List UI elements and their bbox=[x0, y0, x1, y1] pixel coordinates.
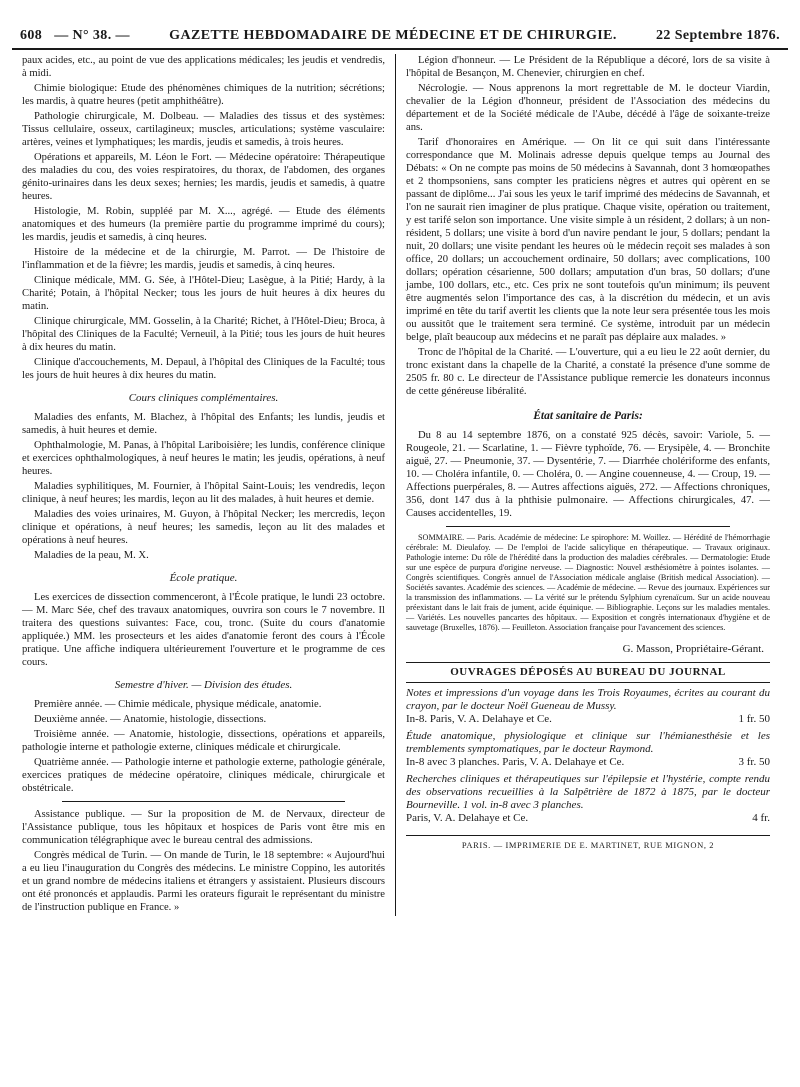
section-title-semestre: Semestre d'hiver. — Division des études. bbox=[114, 679, 293, 691]
paragraph: Histologie, M. Robin, suppléé par M. X..., agrégé. — Etude des éléments anatomiques et des humeurs (la première partie du programme imprimé du cours); les mardis, jeudis et samedis, à cinq heures. bbox=[22, 206, 385, 243]
printer-line: PARIS. — IMPRIMERIE DE E. MARTINET, RUE MIGNON, 2 bbox=[406, 835, 770, 852]
paragraph: Clinique chirurgicale, MM. Gosselin, à la Charité; Richet, à l'Hôtel-Dieu; Broca, à l'hôpital des Cliniques de la Faculté; Verneuil, à la Pitié; tous les jours de huit heures à dix heures du matin. bbox=[22, 316, 385, 353]
paragraph: Tarif d'honoraires en Amérique. — On lit ce qui suit dans l'intéressante correspondance que M. Molinais adresse depuis quelque temps au Journal des Débats: « On ne compte pas moins de 50 médecins à Savannah, dont 3 homœopathes et 2 thompsoniens, sans compter les praticiens nègres et autres qui opèrent en se passant de diplôme... J'ai sous les yeux le tarif imprimé des médecins de Savannah, et l'on ne saurait rien imaginer de plus pratique. Chaque visite, opération ou traitement, y est tarifé selon son importance. Une visite simple à un résident, 2 dollars; à un non-résident, 5 dollars; une visite à bord d'un navire pendant le jour, 5 dollars; pendant la nuit, 20 dollars; une visite pendant les heures où le médecin reçoit ses malades à son office, 20 dollars; un accouchement ordinaire, 50 dollars; avec complications, 100 dollars; opération césarienne, 500 dollars; amputation d'un bras, 50 dollars; d'une jambe, 100 dollars, etc., etc. Ces prix ne sont toutefois qu'un minimum; ils peuvent être augmentés selon l'importance des cas, à la discrétion du médecin, et un avis imprimé en tête du tarif avertit les clients que la note leur sera présentée tous les mois ou aussitôt que le traitement sera terminé. Ce système, introduit par un médecin belge, plaît beaucoup aux médecins et ne paraît pas déplaire aux malades. » bbox=[406, 137, 770, 343]
paragraph: Histoire de la médecine et de la chirurgie, M. Parrot. — De l'histoire de l'inflammation et de la fièvre; les mardis, jeudis et samedis, à cinq heures. bbox=[22, 247, 385, 271]
divider bbox=[62, 801, 345, 802]
book-meta: Paris, V. A. Delahaye et Ce. bbox=[406, 812, 529, 824]
section-title-ouvrages: OUVRAGES DÉPOSÉS AU BUREAU DU JOURNAL bbox=[406, 662, 770, 683]
paragraph: Nécrologie. — Nous apprenons la mort regrettable de M. le docteur Viardin, chevalier de la Légion d'honneur, président de l'Association des médecins du département et de la Société médicale de l'Aube, décédé à l'âge de soixante-treize ans. bbox=[406, 83, 770, 133]
paragraph: Du 8 au 14 septembre 1876, on a constaté 925 décès, savoir: Variole, 5. — Rougeole, 21. — Scarlatine, 1. — Fièvre typhoïde, 76. — Erysipèle, 4. — Bronchite aiguë, 27. — Pneumonie, 37. — Dysentérie, 7. — Diarrhée cholériforme des enfants, 10. — Choléra infantile, 0. — Choléra, 0. — Angine couenneuse, 4. — Croup, 19. — Affections puerpérales, 8. — Autres affections aiguës, 272. — Affections chroniques, 356, dont 147 dus à la phthisie pulmonaire. — Affections chirurgicales, 47. — Causes accidentelles, 19. bbox=[406, 430, 770, 519]
journal-title: GAZETTE HEBDOMADAIRE DE MÉDECINE ET DE CHIRURGIE. bbox=[169, 28, 617, 43]
paragraph: Maladies des voies urinaires, M. Guyon, à l'hôpital Necker; les mercredis, leçon clinique et opérations, à neuf heures; les samedis, leçon au lit des malades et opérations à neuf heures. bbox=[22, 509, 385, 546]
paragraph: Deuxième année. — Anatomie, histologie, dissections. bbox=[34, 714, 267, 725]
paragraph: paux acides, etc., au point de vue des applications médicales; les jeudis et vendredis, à midi. bbox=[22, 55, 385, 79]
book-meta: In-8. Paris, V. A. Delahaye et Ce. bbox=[406, 713, 552, 725]
paragraph: Ophthalmologie, M. Panas, à l'hôpital Lariboisière; les lundis, conférence clinique et exercices ophthalmologiques, à neuf heures le matin; les jeudis, opérations, à neuf heures. bbox=[22, 440, 385, 477]
issue-date: 22 Septembre 1876. bbox=[656, 28, 780, 43]
book-entry bbox=[406, 773, 770, 825]
paragraph: Clinique médicale, MM. G. Sée, à l'Hôtel-Dieu; Lasègue, à la Pitié; Hardy, à la Charité; Potain, à l'hôpital Necker; tous les jours de huit heures à dix heures du matin. bbox=[22, 275, 385, 312]
book-title: Notes et impressions d'un voyage dans les Trois Royaumes, écrites au courant du crayon, par le docteur Noël Gueneau de Mussy. bbox=[406, 687, 770, 712]
divider bbox=[446, 526, 730, 527]
paragraph: Congrès médical de Turin. — On mande de Turin, le 18 septembre: « Aujourd'hui a eu lieu l'inauguration du Congrès des médecins. Le ministre Coppino, les autorités et un grand nombre de médecins italiens et étrangers y assistaient. Plusieurs discours ont été prononcés et applaudis. Parmi les orateurs figurait le représentant du ministre de l'instruction publique en France. » bbox=[22, 850, 385, 913]
book-title: Étude anatomique, physiologique et clinique sur l'hémianesthésie et les tremblements symptomatiques, par le docteur Raymond. bbox=[406, 730, 770, 755]
publisher-signature: G. Masson, Propriétaire-Gérant. bbox=[622, 643, 764, 655]
book-price: 1 fr. 50 bbox=[738, 713, 770, 725]
section-title-cours: Cours cliniques complémentaires. bbox=[128, 392, 279, 404]
paragraph: Chimie biologique: Etude des phénomènes chimiques de la nutrition; sécrétions; les mardis, à quatre heures (petit amphithéâtre). bbox=[22, 83, 385, 107]
sommaire: SOMMAIRE. — Paris. Académie de médecine: Le spirophore: M. Woillez. — Hérédité de l'hémorrhagie cérébrale: M. Dieulafoy. — De l'emploi de l'acide salicylique en thérapeutique. — Travaux originaux. Pathologie interne: Du rôle de l'hérédité dans la production des maladies cérébrales. — Dermatologie: Etude sur une espèce de purpura d'origine nerveuse. — Diagnostic: Nouvel æsthésiomètre à pointes isolantes. — Congrès scientifiques. Congrès annuel de l'Association médicale anglaise (British medical Association). — Sociétés savantes. Académie des sciences. — Académie de médecine. — Revue des journaux. Expériences sur la transmission des inflammations. — La vérité sur le prétendu Sylphium cyrenaïcum. Sur un acide nouveau préexistant dans le lait frais de jument, acide équinique. — Bibliographie. Leçons sur les maladies mentales. — Variétés. Les nouvelles pancartes des hôpitaux. — Exposition et congrès internationaux d'hygiène et de sauvetage (Bruxelles, 1876). — Feuilleton. Association française pour l'avancement des sciences. bbox=[406, 533, 770, 632]
paragraph: Clinique d'accouchements, M. Depaul, à l'hôpital des Cliniques de la Faculté; tous les jours de huit heures à dix heures du matin. bbox=[22, 357, 385, 381]
paragraph: Tronc de l'hôpital de la Charité. — L'ouverture, qui a eu lieu le 22 août dernier, du tronc existant dans la chapelle de la Charité, a constaté la présence d'une somme de 2505 fr. 80 c. Le directeur de l'Assistance publique remercie les donateurs inconnus de cette généreuse libéralité. bbox=[406, 347, 770, 397]
paragraph: Quatrième année. — Pathologie interne et pathologie externe, pathologie générale, exercices pratiques de médecine opératoire, cliniques médicale, chirurgicale et obstétricale. bbox=[22, 757, 385, 794]
book-entry bbox=[406, 730, 770, 769]
book-price: 3 fr. 50 bbox=[738, 756, 770, 768]
paragraph: Maladies syphilitiques, M. Fournier, à l'hôpital Saint-Louis; les vendredis, leçon clinique, à neuf heures; les mardis, leçon au lit des malades, à huit heures et demie. bbox=[22, 481, 385, 505]
book-entry bbox=[406, 687, 770, 726]
section-title-ecole: École pratique. bbox=[169, 572, 238, 584]
paragraph: Pathologie chirurgicale, M. Dolbeau. — Maladies des tissus et des systèmes: Tissus cellulaire, osseux, cartilagineux; muscles, articulations; système vasculaire: artères, veines et lymphatiques; les mardis, jeudis et samedis, à trois heures. bbox=[22, 111, 385, 148]
page-number: 608 bbox=[20, 28, 43, 43]
book-meta: In-8 avec 3 planches. Paris, V. A. Delahaye et Ce. bbox=[406, 756, 625, 768]
page-header bbox=[12, 8, 788, 50]
paragraph: Maladies des enfants, M. Blachez, à l'hôpital des Enfants; les lundis, jeudis et samedis, à huit heures et demie. bbox=[22, 412, 385, 436]
paragraph: Assistance publique. — Sur la proposition de M. de Nervaux, directeur de l'Assistance publique, tous les hôpitaux et hospices de Paris vont être mis en communication télégraphique avec le bureau central des admissions. bbox=[22, 809, 385, 846]
book-price: 4 fr. bbox=[752, 812, 770, 824]
issue-number: — N° 38. — bbox=[54, 28, 130, 43]
paragraph: Légion d'honneur. — Le Président de la République a décoré, lors de sa visite à l'hôpital de Besançon, M. Chenevier, chirurgien en chef. bbox=[406, 55, 770, 79]
paragraph: Troisième année. — Anatomie, histologie, dissections, opérations et appareils, pathologie interne et pathologie externe, cliniques médicale et chirurgicale. bbox=[22, 729, 385, 753]
paragraph: Opérations et appareils, M. Léon le Fort. — Médecine opératoire: Thérapeutique des maladies du cou, des voies respiratoires, du thorax, de l'abdomen, des organes génito-urinaires dans les deux sexes; hernies; les mardis, jeudis et samedis, à quatre heures. bbox=[22, 152, 385, 202]
section-title-etat: État sanitaire de Paris: bbox=[533, 410, 643, 422]
right-column bbox=[396, 54, 780, 916]
paragraph: Première année. — Chimie médicale, physique médicale, anatomie. bbox=[34, 699, 322, 710]
book-title: Recherches cliniques et thérapeutiques sur l'épilepsie et l'hystérie, compte rendu des observations recueillies à la Salpêtrière de 1872 à 1875, par le docteur Bourneville. 1 vol. in-8 avec 3 planches. bbox=[406, 773, 770, 811]
paragraph: Les exercices de dissection commenceront, à l'École pratique, le lundi 23 octobre. — M. Marc Sée, chef des travaux anatomiques, ouvrira son cours le 7 novembre. Il traitera des questions suivantes: Face, cou, tronc. (Suite du cours d'anatomie appliquée.) MM. les prosecteurs et les aides d'anatomie feront des cours à l'École pratique. Une affiche indiquera ultérieurement l'ouverture et le programme de ces cours. bbox=[22, 592, 385, 668]
left-column bbox=[12, 54, 396, 916]
paragraph: Maladies de la peau, M. X. bbox=[34, 550, 149, 561]
